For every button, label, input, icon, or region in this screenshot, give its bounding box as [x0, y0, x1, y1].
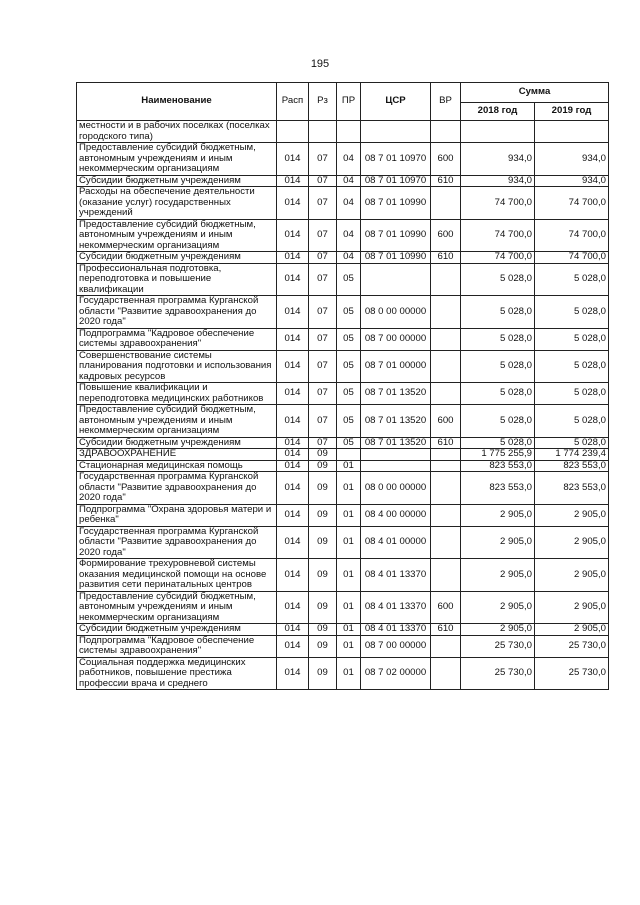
cell-rasp: 014	[277, 383, 309, 405]
cell-sum-2019: 74 700,0	[535, 252, 609, 264]
table-row	[77, 559, 609, 592]
table-row	[77, 175, 609, 187]
cell-sum-2019: 5 028,0	[535, 383, 609, 405]
cell-name: Подпрограмма "Охрана здоровья матери и ребенка"	[77, 504, 277, 526]
header-name: Наименование	[77, 83, 277, 121]
table-row	[77, 635, 609, 657]
cell-name: Подпрограмма "Кадровое обеспечение системы здравоохранения"	[77, 328, 277, 350]
cell-csr: 08 7 01 10990	[361, 187, 431, 220]
cell-rz: 07	[309, 328, 337, 350]
cell-pr: 04	[337, 252, 361, 264]
cell-sum-2019: 5 028,0	[535, 328, 609, 350]
table-row	[77, 328, 609, 350]
cell-name: Повышение квалификации и переподготовка медицинских работников	[77, 383, 277, 405]
cell-pr: 01	[337, 460, 361, 472]
cell-vr: 610	[431, 175, 461, 187]
cell-rasp: 014	[277, 472, 309, 505]
header-2018: 2018 год	[461, 103, 535, 121]
cell-vr	[431, 350, 461, 383]
cell-pr: 05	[337, 437, 361, 449]
cell-csr: 08 7 01 10970	[361, 175, 431, 187]
table-row	[77, 591, 609, 624]
cell-vr	[431, 657, 461, 690]
cell-sum-2018: 934,0	[461, 175, 535, 187]
table-row	[77, 350, 609, 383]
header-rz: Рз	[309, 83, 337, 121]
cell-sum-2018: 934,0	[461, 143, 535, 176]
cell-rz: 09	[309, 591, 337, 624]
cell-sum-2018: 823 553,0	[461, 460, 535, 472]
cell-rz: 07	[309, 350, 337, 383]
cell-csr	[361, 449, 431, 461]
cell-rasp: 014	[277, 449, 309, 461]
cell-vr	[431, 383, 461, 405]
cell-rz: 07	[309, 383, 337, 405]
cell-sum-2018: 25 730,0	[461, 635, 535, 657]
table-row	[77, 219, 609, 252]
table-row	[77, 296, 609, 329]
cell-vr	[431, 504, 461, 526]
cell-csr	[361, 121, 431, 143]
cell-vr	[431, 526, 461, 559]
cell-sum-2018: 5 028,0	[461, 437, 535, 449]
cell-pr: 05	[337, 263, 361, 296]
cell-vr	[431, 296, 461, 329]
cell-pr: 01	[337, 635, 361, 657]
cell-rasp: 014	[277, 559, 309, 592]
cell-rasp: 014	[277, 296, 309, 329]
cell-rz: 09	[309, 635, 337, 657]
cell-name: Государственная программа Курганской области "Развитие здравоохранения до 2020 года"	[77, 296, 277, 329]
cell-rz: 07	[309, 143, 337, 176]
cell-name: Государственная программа Курганской области "Развитие здравоохранения до 2020 года"	[77, 472, 277, 505]
table-row	[77, 526, 609, 559]
cell-csr: 08 7 01 10990	[361, 252, 431, 264]
cell-vr: 610	[431, 437, 461, 449]
cell-rasp: 014	[277, 460, 309, 472]
cell-rasp: 014	[277, 635, 309, 657]
cell-sum-2019: 2 905,0	[535, 624, 609, 636]
cell-rz: 09	[309, 449, 337, 461]
cell-pr: 04	[337, 219, 361, 252]
cell-vr	[431, 449, 461, 461]
table-row	[77, 263, 609, 296]
cell-name: Предоставление субсидий бюджетным, автономным учреждениям и иным некоммерческим организациям	[77, 591, 277, 624]
cell-pr: 05	[337, 350, 361, 383]
cell-rasp: 014	[277, 328, 309, 350]
cell-csr: 08 7 01 00000	[361, 350, 431, 383]
cell-csr	[361, 263, 431, 296]
cell-rz	[309, 121, 337, 143]
cell-sum-2019: 5 028,0	[535, 263, 609, 296]
cell-vr	[431, 263, 461, 296]
cell-csr: 08 7 00 00000	[361, 635, 431, 657]
cell-sum-2019: 5 028,0	[535, 296, 609, 329]
cell-sum-2018: 5 028,0	[461, 296, 535, 329]
cell-rasp: 014	[277, 350, 309, 383]
cell-sum-2019: 25 730,0	[535, 657, 609, 690]
cell-sum-2018: 5 028,0	[461, 328, 535, 350]
cell-sum-2018: 2 905,0	[461, 559, 535, 592]
cell-vr: 600	[431, 219, 461, 252]
table-row	[77, 437, 609, 449]
cell-csr: 08 0 00 00000	[361, 296, 431, 329]
cell-sum-2018: 2 905,0	[461, 504, 535, 526]
cell-vr: 600	[431, 405, 461, 438]
table-row	[77, 657, 609, 690]
cell-sum-2019: 2 905,0	[535, 591, 609, 624]
cell-name: ЗДРАВООХРАНЕНИЕ	[77, 449, 277, 461]
cell-sum-2018: 5 028,0	[461, 405, 535, 438]
cell-vr	[431, 559, 461, 592]
page-number: 195	[310, 58, 330, 70]
cell-sum-2018: 74 700,0	[461, 187, 535, 220]
cell-csr: 08 0 00 00000	[361, 472, 431, 505]
cell-sum-2018: 5 028,0	[461, 350, 535, 383]
cell-rz: 07	[309, 405, 337, 438]
cell-rasp: 014	[277, 219, 309, 252]
cell-sum-2018: 5 028,0	[461, 383, 535, 405]
cell-sum-2018: 2 905,0	[461, 526, 535, 559]
table-row	[77, 252, 609, 264]
table-row	[77, 143, 609, 176]
cell-pr: 05	[337, 328, 361, 350]
cell-rasp: 014	[277, 175, 309, 187]
cell-pr: 01	[337, 472, 361, 505]
cell-rz: 07	[309, 187, 337, 220]
cell-pr: 01	[337, 504, 361, 526]
cell-name: Субсидии бюджетным учреждениям	[77, 175, 277, 187]
cell-vr: 600	[431, 143, 461, 176]
cell-rasp: 014	[277, 504, 309, 526]
cell-sum-2019: 823 553,0	[535, 460, 609, 472]
cell-vr	[431, 187, 461, 220]
cell-pr: 05	[337, 383, 361, 405]
cell-name: Профессиональная подготовка, переподготовка и повышение квалификации	[77, 263, 277, 296]
cell-sum-2018: 2 905,0	[461, 591, 535, 624]
cell-rz: 07	[309, 219, 337, 252]
cell-sum-2019: 74 700,0	[535, 219, 609, 252]
cell-sum-2019: 934,0	[535, 143, 609, 176]
cell-sum-2019: 823 553,0	[535, 472, 609, 505]
cell-name: Субсидии бюджетным учреждениям	[77, 252, 277, 264]
cell-name: Совершенствование системы планирования подготовки и использования кадровых ресурсов	[77, 350, 277, 383]
cell-rz: 07	[309, 263, 337, 296]
cell-csr: 08 7 01 10990	[361, 219, 431, 252]
table-body	[77, 121, 609, 690]
cell-pr	[337, 449, 361, 461]
cell-name: Предоставление субсидий бюджетным, автономным учреждениям и иным некоммерческим организациям	[77, 405, 277, 438]
cell-name: Предоставление субсидий бюджетным, автономным учреждениям и иным некоммерческим организациям	[77, 143, 277, 176]
table-row	[77, 460, 609, 472]
cell-name: Предоставление субсидий бюджетным, автономным учреждениям и иным некоммерческим организациям	[77, 219, 277, 252]
cell-rz: 09	[309, 526, 337, 559]
cell-csr: 08 7 00 00000	[361, 328, 431, 350]
cell-pr: 05	[337, 405, 361, 438]
cell-sum-2018: 823 553,0	[461, 472, 535, 505]
cell-csr	[361, 460, 431, 472]
cell-sum-2019: 2 905,0	[535, 504, 609, 526]
cell-name: Государственная программа Курганской области "Развитие здравоохранения до 2020 года"	[77, 526, 277, 559]
cell-csr: 08 7 01 10970	[361, 143, 431, 176]
cell-vr	[431, 472, 461, 505]
cell-name: Социальная поддержка медицинских работников, повышение престижа профессии врача и среднего	[77, 657, 277, 690]
cell-sum-2019: 25 730,0	[535, 635, 609, 657]
table-row	[77, 383, 609, 405]
cell-rz: 07	[309, 296, 337, 329]
cell-sum-2019	[535, 121, 609, 143]
cell-rasp: 014	[277, 252, 309, 264]
table-row	[77, 121, 609, 143]
table-row	[77, 504, 609, 526]
cell-rz: 07	[309, 252, 337, 264]
table-row	[77, 187, 609, 220]
cell-vr	[431, 328, 461, 350]
cell-csr: 08 4 01 13370	[361, 559, 431, 592]
cell-sum-2019: 5 028,0	[535, 350, 609, 383]
cell-name: Формирование трехуровневой системы оказания медицинской помощи на основе развития сети перинатальных центров	[77, 559, 277, 592]
cell-vr: 610	[431, 624, 461, 636]
cell-rz: 09	[309, 559, 337, 592]
cell-csr: 08 4 00 00000	[361, 504, 431, 526]
cell-name: Субсидии бюджетным учреждениям	[77, 437, 277, 449]
table-row	[77, 624, 609, 636]
header-vr: ВР	[431, 83, 461, 121]
cell-pr: 01	[337, 624, 361, 636]
cell-sum-2018: 25 730,0	[461, 657, 535, 690]
cell-rz: 07	[309, 437, 337, 449]
cell-rasp: 014	[277, 624, 309, 636]
cell-csr: 08 4 01 00000	[361, 526, 431, 559]
cell-rasp: 014	[277, 405, 309, 438]
cell-sum-2018: 1 775 255,9	[461, 449, 535, 461]
cell-csr: 08 4 01 13370	[361, 624, 431, 636]
table-row	[77, 449, 609, 461]
cell-rasp: 014	[277, 437, 309, 449]
table-row	[77, 405, 609, 438]
header-pr: ПР	[337, 83, 361, 121]
cell-sum-2019: 934,0	[535, 175, 609, 187]
cell-pr	[337, 121, 361, 143]
cell-rz: 09	[309, 460, 337, 472]
cell-csr: 08 4 01 13370	[361, 591, 431, 624]
cell-csr: 08 7 01 13520	[361, 437, 431, 449]
cell-rasp: 014	[277, 263, 309, 296]
cell-pr: 01	[337, 526, 361, 559]
cell-sum-2019: 2 905,0	[535, 559, 609, 592]
header-sum: Сумма	[461, 83, 609, 103]
cell-sum-2018: 74 700,0	[461, 252, 535, 264]
cell-name: Подпрограмма "Кадровое обеспечение системы здравоохранения"	[77, 635, 277, 657]
cell-rz: 09	[309, 657, 337, 690]
header-rasp: Расп	[277, 83, 309, 121]
cell-pr: 04	[337, 143, 361, 176]
cell-name: Субсидии бюджетным учреждениям	[77, 624, 277, 636]
cell-vr	[431, 121, 461, 143]
cell-rasp: 014	[277, 187, 309, 220]
cell-vr: 600	[431, 591, 461, 624]
cell-vr	[431, 460, 461, 472]
cell-sum-2019: 1 774 239,4	[535, 449, 609, 461]
cell-rasp	[277, 121, 309, 143]
cell-sum-2019: 5 028,0	[535, 437, 609, 449]
cell-pr: 01	[337, 591, 361, 624]
cell-rasp: 014	[277, 591, 309, 624]
cell-rasp: 014	[277, 526, 309, 559]
cell-rz: 09	[309, 624, 337, 636]
cell-name: местности и в рабочих поселках (поселках городского типа)	[77, 121, 277, 143]
cell-rz: 07	[309, 175, 337, 187]
cell-pr: 05	[337, 296, 361, 329]
cell-rasp: 014	[277, 143, 309, 176]
cell-sum-2018	[461, 121, 535, 143]
header-2019: 2019 год	[535, 103, 609, 121]
cell-name: Стационарная медицинская помощь	[77, 460, 277, 472]
cell-vr: 610	[431, 252, 461, 264]
cell-csr: 08 7 01 13520	[361, 405, 431, 438]
header-csr: ЦСР	[361, 83, 431, 121]
cell-vr	[431, 635, 461, 657]
cell-sum-2019: 74 700,0	[535, 187, 609, 220]
cell-pr: 04	[337, 175, 361, 187]
cell-rz: 09	[309, 472, 337, 505]
cell-pr: 01	[337, 657, 361, 690]
cell-sum-2018: 74 700,0	[461, 219, 535, 252]
cell-rasp: 014	[277, 657, 309, 690]
cell-rz: 09	[309, 504, 337, 526]
budget-table	[76, 82, 609, 690]
table-row	[77, 472, 609, 505]
cell-sum-2018: 2 905,0	[461, 624, 535, 636]
cell-name: Расходы на обеспечение деятельности (оказание услуг) государственных учреждений	[77, 187, 277, 220]
cell-csr: 08 7 01 13520	[361, 383, 431, 405]
cell-pr: 04	[337, 187, 361, 220]
cell-sum-2019: 5 028,0	[535, 405, 609, 438]
cell-pr: 01	[337, 559, 361, 592]
cell-sum-2018: 5 028,0	[461, 263, 535, 296]
cell-sum-2019: 2 905,0	[535, 526, 609, 559]
cell-csr: 08 7 02 00000	[361, 657, 431, 690]
